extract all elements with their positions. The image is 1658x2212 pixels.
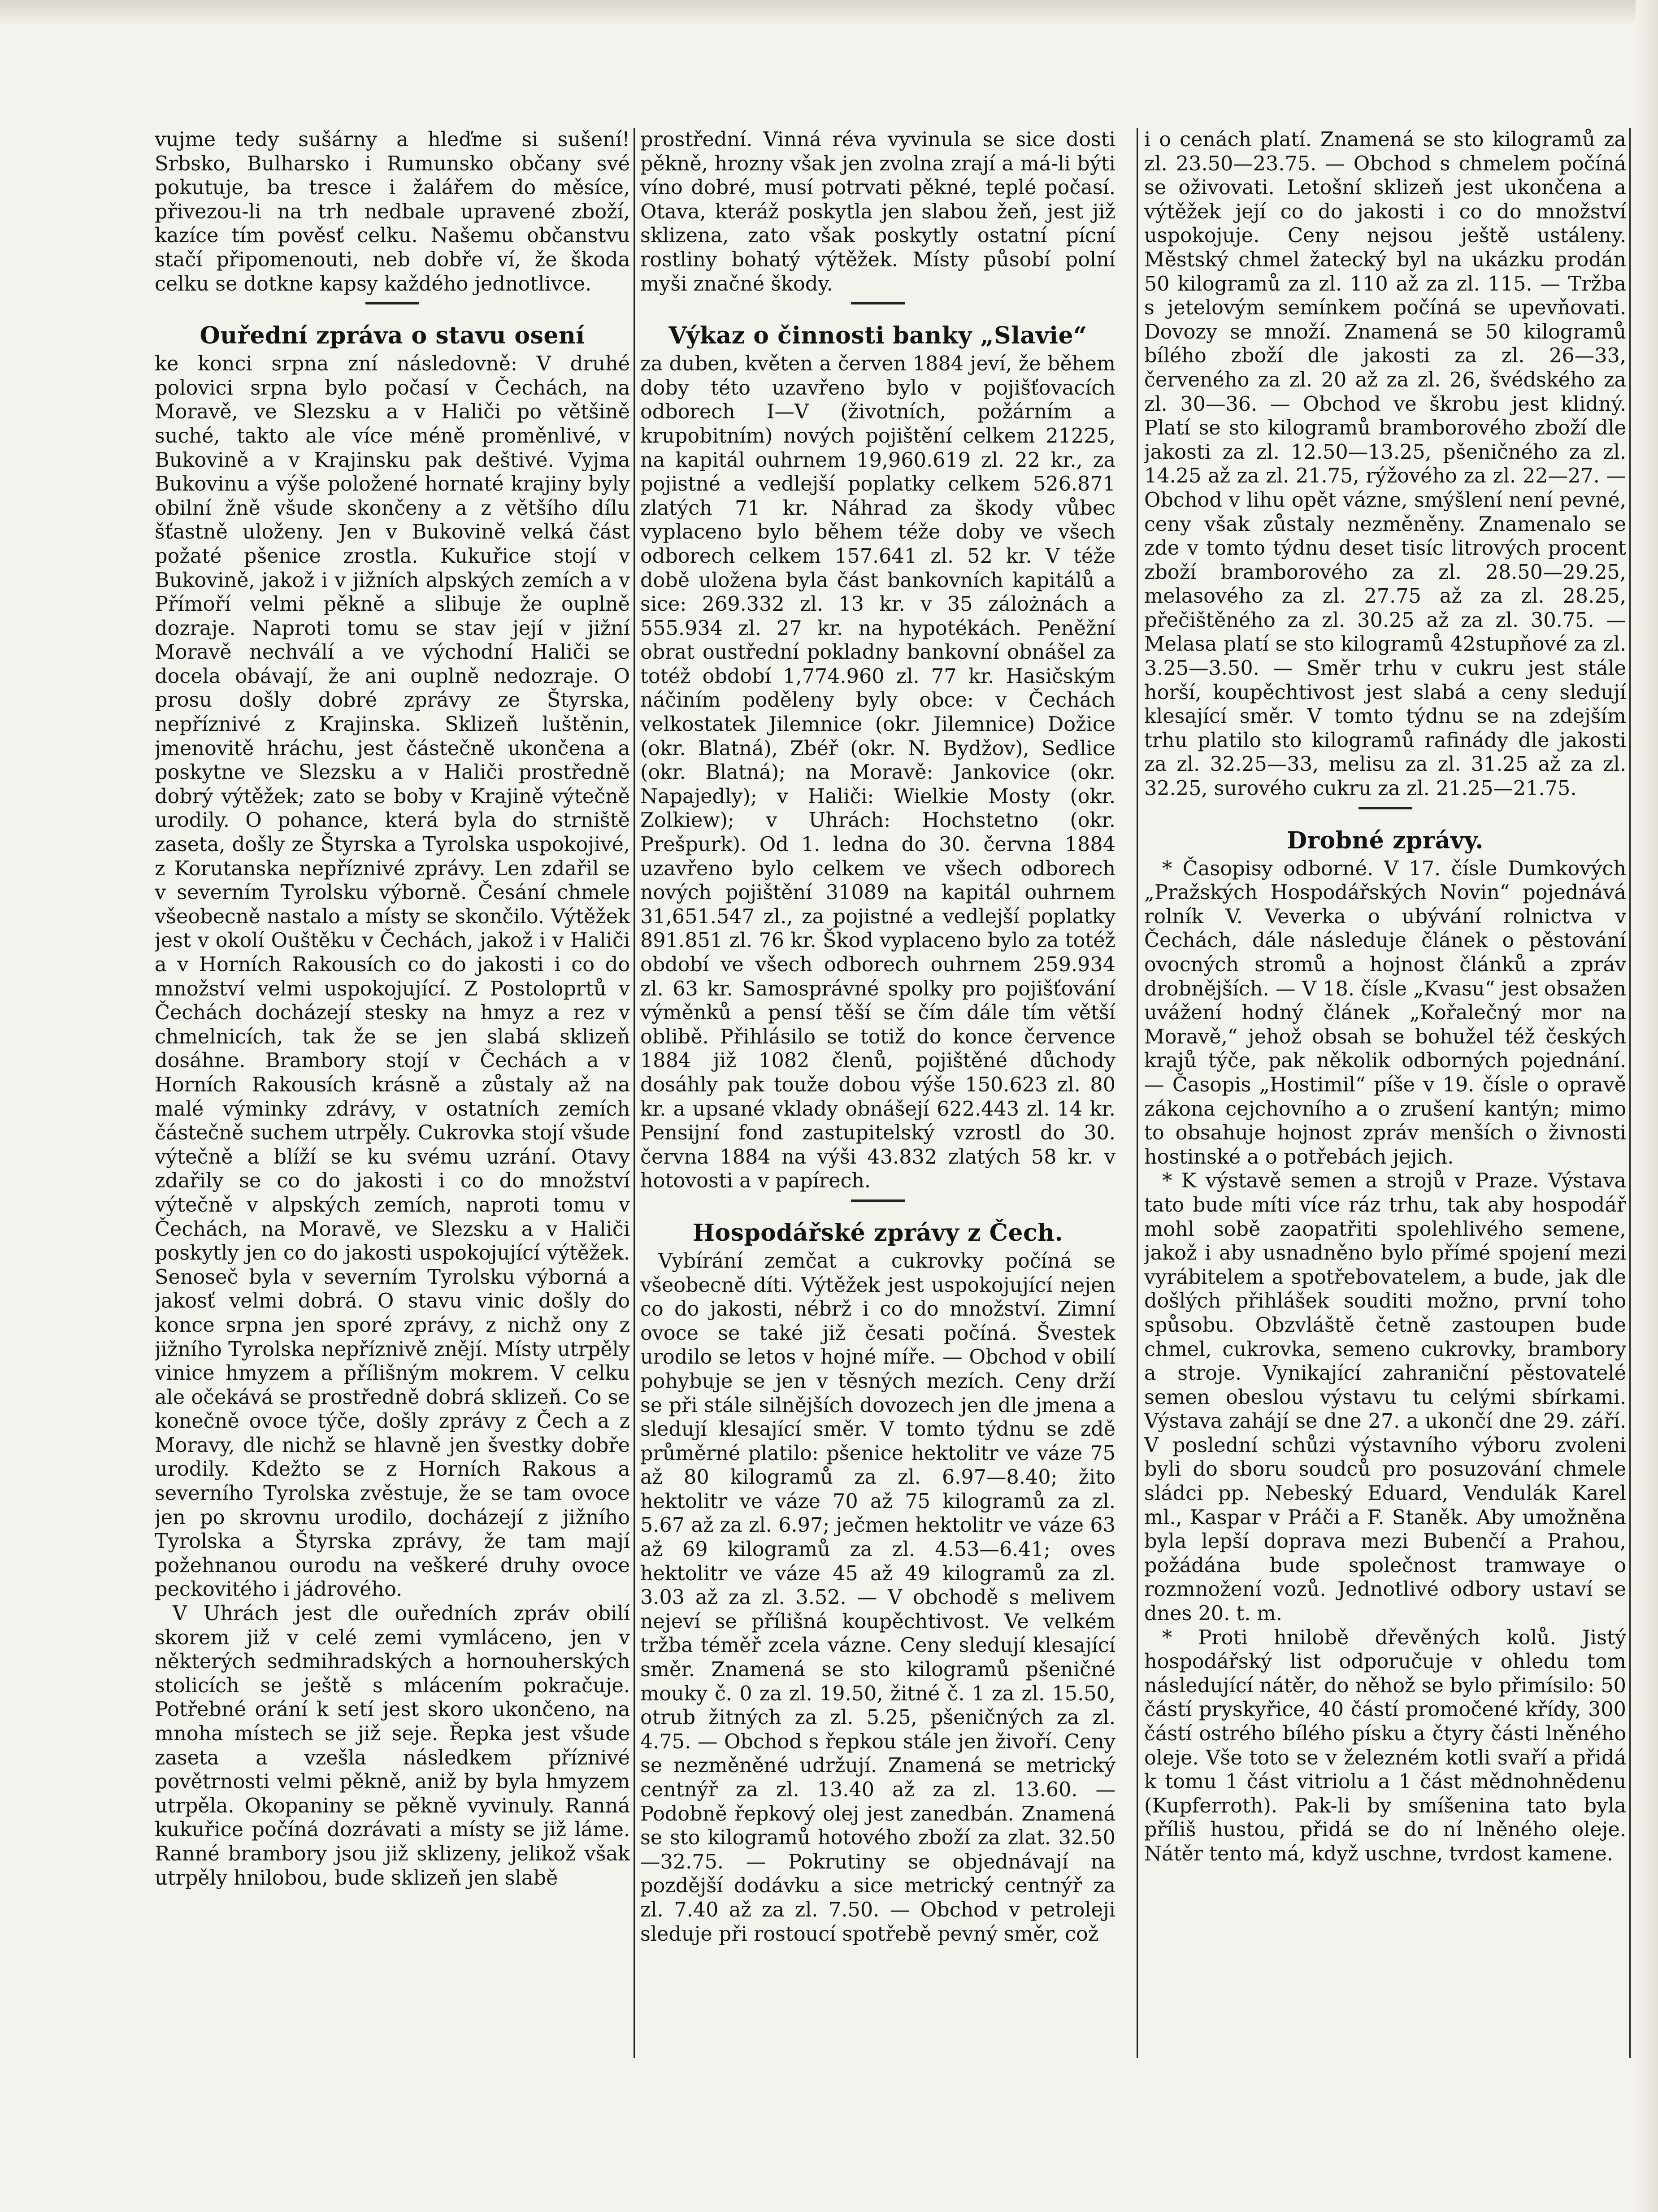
paragraph-drying: vujme tedy sušárny a hleďme si sušení! Srbsko, Bulharsko i Rumunsko občany své pokutuje, ba tresce i žalářem do měsíce, přivezou-li na trh nedbale upravené zboží, kazíce tím pověsť celku. Našemu občanstvu stačí připomenouti, neb dobře ví, že škoda celku se dotkne kapsy každého jednotlivce.: [155, 128, 630, 296]
paragraph-slavie-bank: za duben, květen a červen 1884 jeví, že během doby této uzavřeno bylo v pojišťovacích odborech I—V (životních, požárním a krupobitním) nových pojištění celkem 21225, na kapitál ouhrnem 19,960.619 zl. 22 kr., za pojistné a vedlejší poplatky celkem 526.871 zlatých 71 kr. Náhrad za škody vůbec vyplaceno bylo během téže doby ve všech odborech celkem 157.641 zl. 52 kr. V téže době uložena byla část bankovních kapitálů a sice: 269.332 zl. 13 kr. v 35 zálożnách a 555.934 zl. 27 kr. na hypotékách. Peněžní obrat oustřední pokladny bankovní obnášel za totéž období 1,774.960 zl. 77 kr. Hasičským náčiním poděleny byly obce: v Čechách velkostatek Jilemnice (okr. Jilemnice) Dožice (okr. Blatná), Zbéř (okr. N. Bydžov), Sedlice (okr. Blatná); na Moravě: Jankovice (okr. Napajedly); v Haliči: Wielkie Mosty (okr. Zolkiew); v Uhrách: Hochstetno (okr. Prešpurk). Od 1. ledna do 30. června 1884 uzavřeno bylo celkem ve všech odborech nových pojištění 31089 na kapitál ouhrnem 31,651.547 zl., za pojistné a vedlejší poplatky 891.851 zl. 76 kr. Škod vyplaceno bylo za totéž období ve všech odborech ouhrnem 259.934 zl. 63 kr. Samosprávné spolky pro pojišťování výměnků a pensí těší se čím dále tím větší oblibě. Přihlásilo se totiž do konce července 1884 již 1082 členů, pojištěné důchody dosáhly pak touže dobou výše 150.623 zl. 80 kr. a upsané vklady obnášejí 622.443 zl. 14 kr. Pensijní fond zastupitelský vzrostl do 30. června 1884 na výši 43.832 zlatých 58 kr. v hotovosti a v papírech.: [640, 352, 1115, 1193]
paragraph-journals: * Časopisy odborné. V 17. čísle Dumkových „Pražských Hospodářských Novin“ pojednává rolník V. Veverka o ubývání rolnictva v Čechách, dále následuje článek o pěstování ovocných stromů a hojnost článků a zpráv drobnějších. — V 18. čísle „Kvasu“ jest obsažen uvážení hodný článek „Kořalečný mor na Moravě,“ jehož obsah se bohužel též českých krajů týče, pak několik odborných pojednání. — Časopis „Hostimil“ píše v 19. čísle o opravě zákona cejchovního a o zrušení kantýn; mimo to obsahuje hojnost zpráv menších o živnosti hostinské a o potřebách jejich.: [1144, 857, 1626, 1169]
heading-short-news: Drobné zprávy.: [1286, 826, 1484, 854]
heading-crop-report: Ouřední zpráva o stavu osení: [200, 322, 585, 350]
section-separator: [1359, 807, 1412, 809]
column-divider: [1629, 128, 1631, 2058]
section-separator: [851, 302, 905, 304]
column-divider: [634, 128, 635, 2058]
paragraph-prices: i o cenách platí. Znamená se sto kilogramů za zl. 23.50—23.75. — Obchod s chmelem počíná se oživovati. Letošní sklizeň jest ukončena a výtěžek její co do jakosti i co do množství uspokojuje. Ceny nejsou ještě ustáleny. Městský chmel žatecký byl na ukázku prodán 50 kilogramů za zl. 110 až za zl. 115. — Tržba s jetelovým semínkem počíná se upevňovati. Dovozy se množí. Znamená se 50 kilogramů bílého zboží dle jakosti za zl. 26—33, červeného za zl. 20 až za zl. 26, švédského za zl. 30—36. — Obchod ve škrobu jest klidný. Platí se sto kilogramů bramborového zboží dle jakosti za zl. 12.50—13.25, pšeničného za zl. 14.25 až za zl. 21.75, rýžového za zl. 22—27. — Obchod v lihu opět vázne, smýšlení není pevné, ceny však zůstaly nezměněny. Znamenalo se zde v tomto týdnu deset tisíc litrových procent zboží bramborového za zl. 28.50—29.25, melasového za zl. 27.75 až za zl. 28.25, přečištěného za zl. 30.25 až za zl. 30.75. — Melasa platí se sto kilogramů 42stupňové za zl. 3.25—3.50. — Směr trhu v cukru jest stále horší, koupěchtivost jest slabá a ceny sledují klesající směr. V tomto týdnu se na zdejším trhu platilo sto kilogramů rafinády dle jakosti za zl. 32.25—33, melisu za zl. 31.25 až za zl. 32.25, surového cukru za zl. 21.25—21.75.: [1144, 128, 1626, 800]
heading-slavie-bank: Výkaz o činnosti banky „Slavie“: [668, 322, 1087, 350]
column-divider: [1137, 128, 1138, 2058]
heading-economic-news: Hospodářské zprávy z Čech.: [692, 1219, 1063, 1247]
section-separator: [851, 1199, 905, 1202]
paragraph-hungary: V Uhrách jest dle ouředních zpráv obilí skorem již v celé zemi vymláceno, jen v některých sedmihradských a hornouherských stolicích se ještě s mlácením pokračuje. Potřebné orání k setí jest skoro ukončeno, na mnoha místech se již seje. Řepka jest všude zaseta a vzešla následkem příznivé povětrnosti velmi pěkně, aniž by byla hmyzem utrpěla. Okopaniny se pěkně vyvinuly. Ranná kukuřice počíná dozrávati a místy se již láme. Ranné brambory jsou již sklizeny, jelikož však utrpěly hnilobou, bude sklizeň jen slabě: [155, 1602, 630, 1890]
page-top-edge: [0, 0, 1658, 27]
paragraph-exhibition: * K výstavě semen a strojů v Praze. Výstava tato bude míti více ráz trhu, tak aby hospodář mohl sobě zaopatřiti spolehlivého semene, jakož i aby usnadněno bylo přímé spojení mezi vyrábitelem a spotřebovatelem, a bude, jak dle došlých přihlášek souditi možno, první toho spůsobu. Obzvláště četně zastoupen bude chmel, cukrovka, semeno cukrovky, brambory a stroje. Vynikající zahraniční pěstovatelé semen obeslou výstavu tu celými sbírkami. Výstava zahájí se dne 27. a ukončí dne 29. září. V poslední schůzi výstavního výboru zvoleni byli do sboru soudců pro posuzování chmele sládci pp. Nebeský Eduard, Vendulák Karel ml., Kaspar v Práči a F. Staněk. Aby umožněna byla lepší doprava mezi Bubenčí a Prahou, požádána bude společnost tramwaye o rozmnožení vozů. Jednotlivé odbory ustaví se dnes 20. t. m.: [1144, 1169, 1626, 1625]
paragraph-economic-news: Vybírání zemčat a cukrovky počíná se všeobecně díti. Výtěžek jest uspokojující nejen co do jakosti, nébrž i co do množství. Zimní ovoce se také již česati počíná. Švestek urodilo se letos v hojné míře. — Obchod v obilí pohybuje se jen v těsných mezích. Ceny drží se při stále silnějších dovozech jen dle jmena a sledují klesající směr. V tomto týdnu se zdě průměrné platilo: pšenice hektolitr ve váze 75 až 80 kilogramů za zl. 6.97—8.40; žito hektolitr ve váze 70 až 75 kilogramů za zl. 5.67 až za zl. 6.97; ječmen hektolitr ve váze 63 až 69 kilogramů za zl. 4.53—6.41; oves hektolitr ve váze 45 až 49 kilogramů za zl. 3.03 až za zl. 3.52. — V obchodě s melivem nejeví se přílišná koupěchtivost. Ve velkém tržba téměř zcela vázne. Ceny sledují klesající směr. Znamená se sto kilogramů pšeničné mouky č. 0 za zl. 19.50, žitné č. 1 za zl. 15.50, otrub žitných za zl. 5.25, pšeničných za zl. 4.75. — Obchod s řepkou stále jen živoří. Ceny se nezměněné udržují. Znamená se metrický centnýř za zl. 13.40 až za zl. 13.60. — Podobně řepkový olej jest zanedbán. Znamená se sto kilogramů hotového zboží za zlat. 32.50—32.75. — Pokrutiny se objednávají na pozdější dodávku a sice metrický centnýř za zl. 7.40 až za zl. 7.50. — Obchod v petroleji sleduje při rostoucí spotřebě pevný směr, což: [640, 1249, 1115, 1946]
page-right-edge: [1636, 0, 1658, 2212]
paragraph-wood-rot: * Proti hnilobě dřevěných kolů. Jistý hospodářský list odporučuje v ohledu tom následující nátěr, do něhož se bylo přimísilo: 50 částí pryskyřice, 40 částí promočené křídy, 300 částí ostrého bílého písku a čtyry části lněného oleje. Vše toto se v železném kotli svaří a přidá k tomu 1 část vitriolu a 1 část mědnohnědenu (Kupferroth). Pak-li by smíšenina tato byla příliš hustou, přidá se do ní lněného oleje. Nátěr tento má, když uschne, tvrdost kamene.: [1144, 1626, 1626, 1865]
paragraph-wine: prostřední. Vinná réva vyvinula se sice dosti pěkně, hrozny však jen zvolna zrají a má-li býti víno dobré, musí potrvati pěkné, teplé počasí. Otava, kteráž poskytla jen slabou žeň, jest již sklizena, zato však poskytly ostatní pícní rostliny bohatý výtěžek. Místy působí polní myši značné škody.: [640, 128, 1115, 296]
section-separator: [365, 302, 419, 304]
column-3: [1144, 128, 1626, 2190]
column-2: [640, 128, 1115, 2190]
paragraph-crop-report: ke konci srpna zní následovně: V druhé polovici srpna bylo počasí v Čechách, na Moravě, ve Slezsku a v Haliči po většině suché, takto ale více méně proměnlivé, v Bukovině a v Krajinsku pak deštivé. Vyjma Bukovinu a výše položené hornaté krajiny byly obilní žně všude skončeny a z většího dílu šťastně uloženy. Jen v Bukovině velká část požaté pšenice zrostla. Kukuřice stojí v Bukovině, jakož i v jižních alpských zemích a v Přímoří velmi pěkně a slibuje že ouplně dozraje. Naproti tomu se stav její v jižní Moravě nechválí a ve východní Haliči se docela obávají, že ani ouplně nedozraje. O prosu došly dobré zprávy ze Štyrska, nepříznivé z Krajinska. Sklizeň luštěnin, jmenovitě hráchu, jest částečně ukončena a poskytne ve Slezsku a v Haliči prostředně dobrý výtěžek; zato se boby v Krajině výtečně urodily. O pohance, která byla do strniště zaseta, došly ze Štyrska a Tyrolska uspokojivé, z Korutanska nepříznivé zprávy. Len zdařil se v severním Tyrolsku výborně. Česání chmele všeobecně nastalo a místy se skončilo. Výtěžek jest v okolí Ouštěku v Čechách, jakož i v Haliči a v Horních Rakousích co do jakosti i co do množství velmi uspokojující. Z Postoloprtů v Čechách docházejí stesky na hmyz a rez v chmelnicích, tak že se jen slabá sklizeň dosáhne. Brambory stojí v Čechách a v Horních Rakousích krásně a zůstaly až na malé výminky zdrávy, v ostatních zemích částečně suchem utrpěly. Cukrovka stojí všude výtečně a blíží se ku svému uzrání. Otavy zdařily se co do jakosti i co do množství výtečně v alpských zemích, naproti tomu v Čechách, na Moravě, ve Slezsku a v Haliči poskytly jen co do jakosti uspokojující výtěžek. Senoseč byla v severním Tyrolsku výborná a jakosť velmi dobrá. O stavu vinic došly do konce srpna jen sporé zprávy, z nichž ony z jižního Tyrolska nepříznivě znějí. Místy utrpěly vinice hmyzem a přílišným mokrem. V celku ale očekává se prostředně dobrá sklizeň. Co se konečně ovoce týče, došly zprávy z Čech a z Moravy, dle nichž se hlavně jen švestky dobře urodily. Kdežto se z Horních Rakous a severního Tyrolska zvěstuje, že se tam ovoce jen po skrovnu urodilo, docházejí z jižního Tyrolska a Štyrska zprávy, že tam mají požehnanou ourodu na veškeré druhy ovoce peckovitého i jádrového.: [155, 352, 630, 1601]
column-1: [155, 128, 630, 2190]
